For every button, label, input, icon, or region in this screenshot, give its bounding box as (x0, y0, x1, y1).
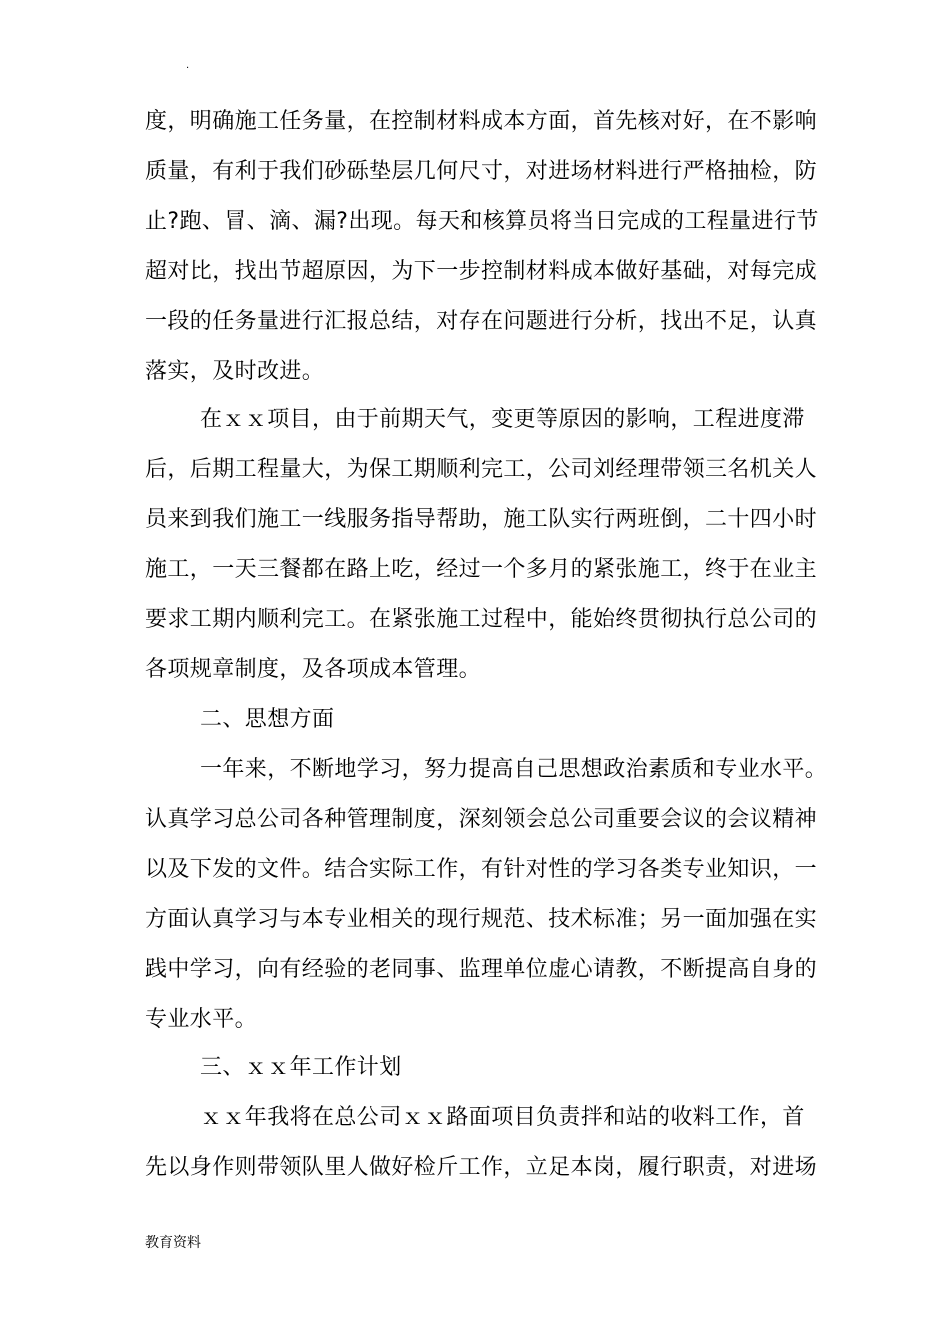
text-line: 施工，一天三餐都在路上吃，经过一个多月的紧张施工，终于在业主 (145, 557, 818, 582)
text-line: 践中学习，向有经验的老同事、监理单位虚心请教，不断提高自身的 (145, 957, 818, 982)
text-line: 后，后期工程量大，为保工期顺利完工，公司刘经理带领三名机关人 (145, 457, 818, 482)
text-line: 以及下发的文件。结合实际工作，有针对性的学习各类专业知识，一 (145, 857, 818, 882)
text-line: 专业水平。 (145, 1007, 258, 1032)
text-line: 先以身作则带领队里人做好检斤工作，立足本岗，履行职责，对进场 (145, 1155, 818, 1180)
top-dot-mark: . (186, 60, 190, 71)
text-line: 度，明确施工任务量，在控制材料成本方面，首先核对好，在不影响 (145, 109, 818, 134)
text-line: 要求工期内顺利完工。在紧张施工过程中，能始终贯彻执行总公司的 (145, 607, 818, 632)
paragraph-first-line: 一年来，不断地学习，努力提高自己思想政治素质和专业水平。 (200, 757, 828, 782)
text-line: 员来到我们施工一线服务指导帮助，施工队实行两班倒，二十四小时 (145, 507, 818, 532)
section-heading-thought: 二、思想方面 (200, 707, 335, 732)
text-line: 一段的任务量进行汇报总结，对存在问题进行分析，找出不足，认真 (145, 309, 818, 334)
text-line: 各项规章制度，及各项成本管理。 (145, 657, 482, 682)
text-line: 超对比，找出节超原因，为下一步控制材料成本做好基础，对每完成 (145, 259, 818, 284)
text-line: 落实，及时改进。 (145, 359, 325, 384)
paragraph-first-line: 在ｘｘ项目，由于前期天气，变更等原因的影响，工程进度滞 (200, 407, 805, 432)
text-line: 止?跑、冒、滴、漏?出现。每天和核算员将当日完成的工程量进行节 (145, 209, 819, 234)
section-heading-work-plan: 三、ｘｘ年工作计划 (200, 1055, 402, 1080)
text-line: 方面认真学习与本专业相关的现行规范、技术标准；另一面加强在实 (145, 907, 818, 932)
text-line: 质量，有利于我们砂砾垫层几何尺寸，对进场材料进行严格抽检，防 (145, 159, 818, 184)
text-line: 认真学习总公司各种管理制度，深刻领会总公司重要会议的会议精神 (145, 807, 818, 832)
footer-label: 教育资料 (145, 1235, 201, 1251)
paragraph-first-line: ｘｘ年我将在总公司ｘｘ路面项目负责拌和站的收料工作，首 (200, 1105, 805, 1130)
